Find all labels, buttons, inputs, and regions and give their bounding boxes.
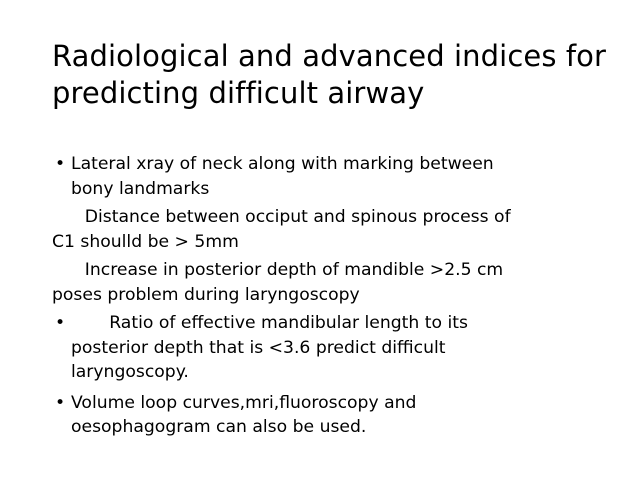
slide-title [52, 38, 612, 112]
bullet-volume-loop [52, 391, 612, 440]
slide-body [52, 152, 612, 440]
paragraph-occiput-distance [52, 205, 612, 254]
bullet-mandibular-ratio [52, 311, 612, 385]
bullet-marker: • [55, 154, 66, 174]
bullet-lateral-xray [52, 152, 612, 201]
paragraph-line-2: C1 shoulld be > 5mm [52, 231, 239, 252]
paragraph-line-1: Increase in posterior depth of mandible >2.5 cm [52, 260, 504, 280]
paragraph-line-1: Distance between occiput and spinous process of [52, 207, 511, 227]
title-line-1: Radiological and advanced indices for [52, 39, 607, 73]
bullet-text-line-1: Ratio of effective mandibular length to its [71, 313, 468, 333]
title-line-2: predicting difficult airway [52, 76, 425, 110]
bullet-marker: • [55, 313, 66, 333]
paragraph-mandible-depth [52, 258, 612, 307]
bullet-text-line-2: bony landmarks [71, 178, 210, 199]
bullet-text-line-2: oesophagogram can also be used. [71, 417, 367, 437]
paragraph-line-2: poses problem during laryngoscopy [52, 284, 360, 305]
bullet-marker: • [55, 392, 66, 413]
bullet-text-line-3: laryngoscopy. [71, 362, 189, 382]
bullet-text-line-1: Lateral xray of neck along with marking between [71, 154, 494, 174]
bullet-text-line-2: posterior depth that is <3.6 predict difficult [71, 337, 446, 358]
bullet-text-line-1: Volume loop curves,mri,fluoroscopy and [71, 392, 417, 413]
